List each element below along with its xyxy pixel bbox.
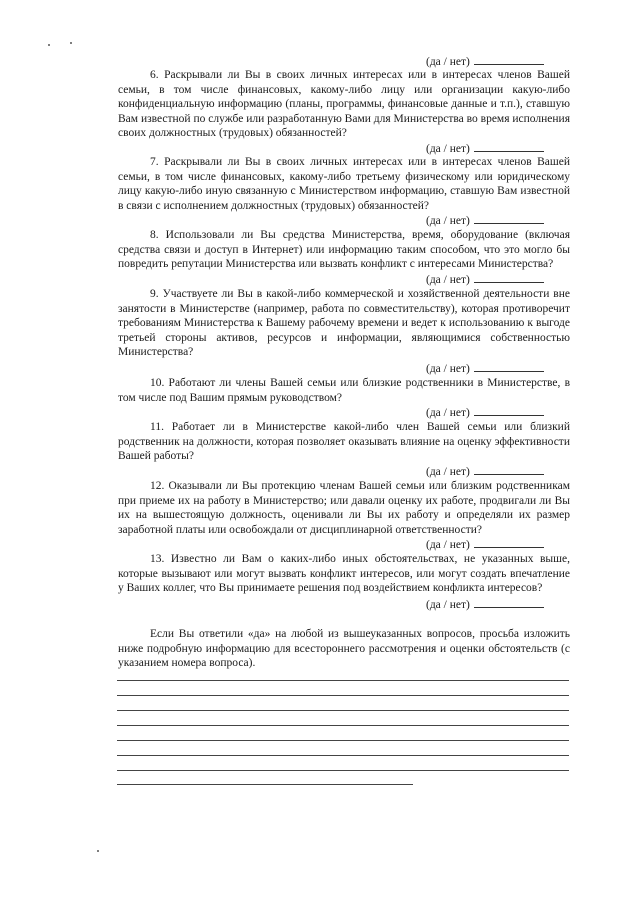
answer-blank[interactable] [474,141,544,152]
answer-label: (да / нет) [426,143,470,155]
writing-line[interactable] [117,740,569,741]
answer-field-10[interactable] [426,405,544,420]
answer-blank[interactable] [474,537,544,548]
answer-label: (да / нет) [426,363,470,375]
writing-line[interactable] [117,784,413,785]
answer-label: (да / нет) [426,407,470,419]
question-13: 13. Известно ли Вам о каких-либо иных обстоятельствах, не указанных выше, которые вызывают или могут вызвать конфликт интересов, или могут создать впечатление у Ваших коллег, что Вы принимаете решения под воздействием конфликта интересов? [118,553,570,595]
answer-field-9[interactable] [426,361,544,376]
scan-speck [70,42,72,44]
writing-line[interactable] [117,770,569,771]
instructions-note: Если Вы ответили «да» на любой из вышеуказанных вопросов, просьба изложить ниже подробную информацию для всестороннего рассмотрения и оценки обстоятельств (с указанием номера вопроса). [118,628,570,670]
question-12: 12. Оказывали ли Вы протекцию членам Вашей семьи или близким родственникам при приеме их на работу в Министерство; или давали оценку их работе, продвигали ли Вы их на вышестоящую должность, оценивали ли Вы их работу и определяли их размер заработной платы или освобождали от дисциплинарной ответственности? [118,480,570,536]
writing-line[interactable] [117,680,569,681]
answer-blank[interactable] [474,54,544,65]
answer-label: (да / нет) [426,215,470,227]
answer-field-5[interactable] [426,54,544,69]
answer-blank[interactable] [474,272,544,283]
answer-label: (да / нет) [426,56,470,68]
writing-line[interactable] [117,725,569,726]
answer-field-11[interactable] [426,464,544,479]
question-10: 10. Работают ли члены Вашей семьи или близкие родственники в Министерстве, в том числе под Вашим прямым руководством? [118,377,570,404]
writing-line[interactable] [117,695,569,696]
answer-field-7[interactable] [426,213,544,228]
answer-blank[interactable] [474,464,544,475]
answer-field-12[interactable] [426,537,544,552]
answer-blank[interactable] [474,597,544,608]
writing-line[interactable] [117,755,569,756]
scan-speck [97,850,99,852]
question-11: 11. Работает ли в Министерстве какой-либо член Вашей семьи или близкий родственник на должности, которая позволяет оказывать влияние на оценку эффективности Вашей работы? [118,421,570,463]
answer-field-13[interactable] [426,597,544,612]
answer-field-6[interactable] [426,141,544,156]
answer-label: (да / нет) [426,539,470,551]
answer-label: (да / нет) [426,274,470,286]
question-8: 8. Использовали ли Вы средства Министерства, время, оборудование (включая средства связи и доступ в Интернет) или информацию таким способом, что это могло бы повредить репутации Министерства или вызвать конфликт с интересами Министерства? [118,229,570,271]
scan-speck [48,44,50,46]
answer-blank[interactable] [474,213,544,224]
question-7: 7. Раскрывали ли Вы в своих личных интересах или в интересах членов Вашей семьи, в том числе финансовых, какому-либо третьему физическому или юридическому лицу какую-либо иную связанную с Министерством информацию, ставшую Вам известной в связи с исполнением должностных (трудовых) обязанностей? [118,156,570,212]
answer-field-8[interactable] [426,272,544,287]
question-6: 6. Раскрывали ли Вы в своих личных интересах или в интересах членов Вашей семьи, в том числе финансовых, какому-либо лицу или организации какую-либо конфиденциальную информацию (планы, программы, финансовые данные и т.п.), ставшую Вам известной по службе или разработанную Вами для Министерства во время исполнения своих должностных (трудовых) обязанностей? [118,69,570,140]
writing-line[interactable] [117,710,569,711]
answer-blank[interactable] [474,405,544,416]
answer-label: (да / нет) [426,599,470,611]
answer-label: (да / нет) [426,466,470,478]
question-9: 9. Участвуете ли Вы в какой-либо коммерческой и хозяйственной деятельности вне занятости в Министерстве (например, работа по совместительству), которая противоречит требованиям Министерства к Вашему рабочему времени и ведет к использованию к выгоде третьей стороны активов, ресурсов и информации, являющимися собственностью Министерства? [118,288,570,359]
answer-blank[interactable] [474,361,544,372]
